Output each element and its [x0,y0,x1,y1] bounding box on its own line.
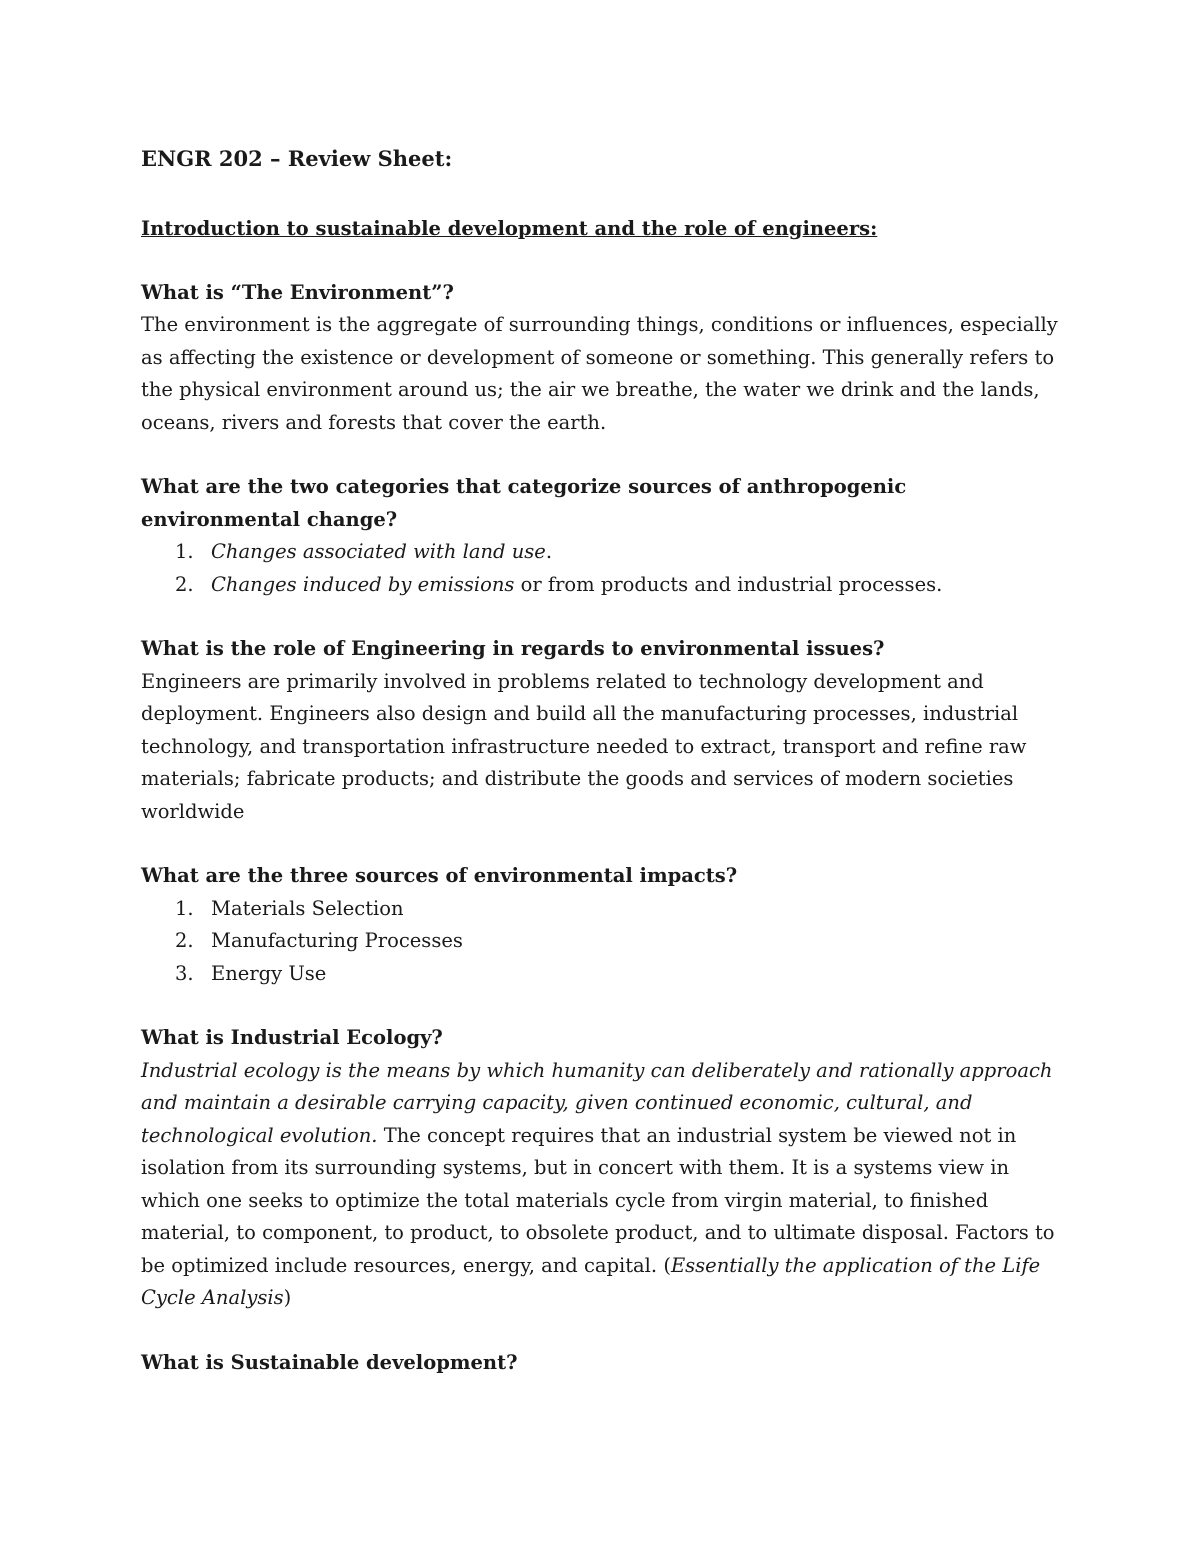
answer-text: The concept requires that an industrial system be viewed not in isolation from its surrounding systems, but in concert with them. It is a systems view in which one seeks to optimize the total materials cycle from virgin material, to finished material, to component, to product, to obsolete product, and to ultimate disposal. Factors to be optimized include resources, energy, and capital. ( [141,1123,1055,1277]
answer [141,1055,1071,1315]
answer: Engineers are primarily involved in problems related to technology development and deployment. Engineers also design and build all the manufacturing processes, industrial technology, and transportation infrastructure needed to extract, transport and refine raw materials; fabricate products; and distribute the goods and services of modern societies worldwide [141,669,1027,823]
list-item [175,569,1071,602]
answer: The environment is the aggregate of surrounding things, conditions or influences, especially as affecting the existence or development of someone or something. This generally refers to the physical environment around us; the air we breathe, the water we drink and the lands, oceans, rivers and forests that cover the earth. [141,313,1058,434]
list-item-text: Materials Selection [211,896,404,920]
list-number: 2. [175,929,194,952]
list-number: 3. [175,961,194,985]
question: What is Industrial Ecology? [141,1026,443,1049]
qa-sustainable-development [141,1347,1071,1380]
answer-list [141,536,1071,601]
list-item [175,925,1071,958]
document-content [141,142,1071,1411]
answer-list [141,893,1071,991]
list-item-text: Energy Use [211,961,327,985]
section-heading: Introduction to sustainable development and the role of engineers: [141,217,878,240]
question: What is Sustainable development? [141,1350,518,1374]
qa-role-of-engineering [141,633,1071,828]
answer-close: ) [283,1286,292,1309]
list-item [175,893,1071,926]
question: What are the two categories that categorize sources of anthropogenic environmental change? [141,475,907,531]
answer-italic-tail: Essentially the application of the Life Cycle Analysis [141,1253,1041,1309]
answer-italic-lead: Industrial ecology is the means by which humanity can deliberately and rationally approach and maintain a desirable carrying capacity, given continued economic, cultural, and technological evolution. [141,1058,1053,1147]
qa-environment [141,277,1071,440]
question: What is “The Environment”? [141,280,454,304]
document-title: ENGR 202 – Review Sheet: [141,146,453,171]
question: What are the three sources of environmental impacts? [141,864,738,887]
list-number: 1. [175,896,194,920]
list-item-text: or from products and industrial processes. [514,572,943,596]
list-item [175,536,1071,569]
qa-sources-of-impacts [141,860,1071,990]
list-item-text: Manufacturing Processes [211,929,463,952]
qa-anthropogenic-categories [141,471,1071,601]
question: What is the role of Engineering in regards to environmental issues? [141,637,885,660]
list-item [175,958,1071,991]
list-number: 2. [175,572,194,596]
list-item-italic: Changes induced by emissions [211,572,515,596]
list-number: 1. [175,540,194,563]
qa-industrial-ecology [141,1022,1071,1315]
list-item-text: . [545,540,553,563]
list-item-italic: Changes associated with land use [211,540,546,563]
